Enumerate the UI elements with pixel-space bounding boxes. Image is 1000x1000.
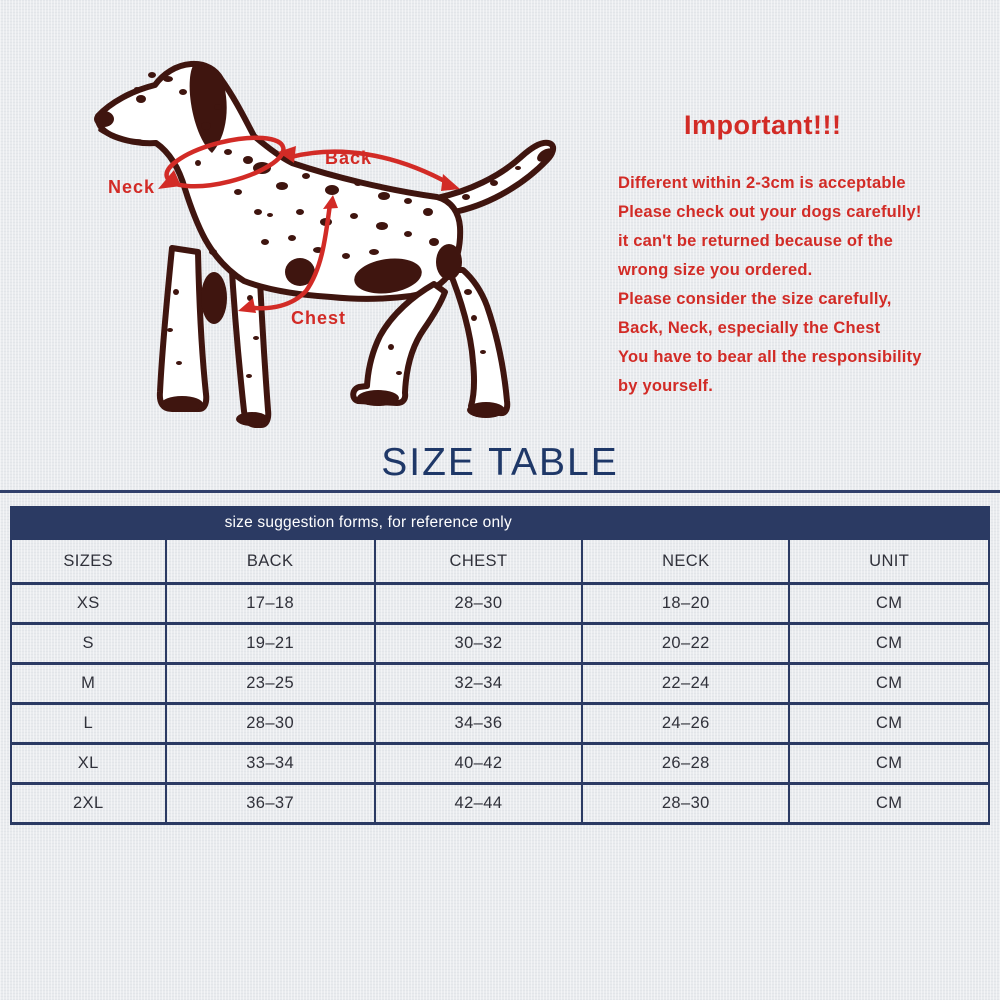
col-header-chest: CHEST <box>375 539 582 584</box>
cell-neck: 22–24 <box>582 664 789 704</box>
cell-unit: CM <box>789 744 989 784</box>
important-line: wrong size you ordered. <box>618 261 813 279</box>
important-line: Back, Neck, especially the Chest <box>618 319 881 337</box>
important-line: it can't be returned because of the <box>618 232 893 250</box>
neck-label: Neck <box>108 177 156 197</box>
col-header-unit: UNIT <box>789 539 989 584</box>
dalmatian-illustration <box>55 48 585 453</box>
cell-chest: 32–34 <box>375 664 582 704</box>
cell-size: M <box>11 664 166 704</box>
cell-size: 2XL <box>11 784 166 824</box>
cell-chest: 30–32 <box>375 624 582 664</box>
cell-back: 28–30 <box>166 704 375 744</box>
cell-back: 17–18 <box>166 584 375 624</box>
table-row <box>11 664 989 704</box>
dog-eye <box>136 95 146 103</box>
cell-back: 23–25 <box>166 664 375 704</box>
cell-chest: 28–30 <box>375 584 582 624</box>
important-line: Different within 2-3cm is acceptable <box>618 174 906 192</box>
cell-back: 19–21 <box>166 624 375 664</box>
table-row <box>11 784 989 824</box>
cell-size: XL <box>11 744 166 784</box>
chest-label: Chest <box>291 308 347 328</box>
dog-nose <box>94 111 114 127</box>
cell-size: L <box>11 704 166 744</box>
cell-size: XS <box>11 584 166 624</box>
cell-neck: 18–20 <box>582 584 789 624</box>
back-label: Back <box>325 148 373 168</box>
important-title: Important!!! <box>684 110 842 140</box>
important-line: by yourself. <box>618 377 714 395</box>
table-row <box>11 744 989 784</box>
title-divider <box>0 490 1000 493</box>
important-line: Please check out your dogs carefully! <box>618 203 922 221</box>
cell-neck: 24–26 <box>582 704 789 744</box>
size-table-title: SIZE TABLE <box>381 441 619 484</box>
dog-tail <box>437 143 553 212</box>
cell-neck: 28–30 <box>582 784 789 824</box>
cell-back: 33–34 <box>166 744 375 784</box>
cell-size: S <box>11 624 166 664</box>
cell-back: 36–37 <box>166 784 375 824</box>
cell-unit: CM <box>789 624 989 664</box>
table-row <box>11 584 989 624</box>
col-header-back: BACK <box>166 539 375 584</box>
important-line: You have to bear all the responsibility <box>618 348 922 366</box>
cell-neck: 26–28 <box>582 744 789 784</box>
cell-neck: 20–22 <box>582 624 789 664</box>
important-line: Please consider the size carefully, <box>618 290 892 308</box>
cell-chest: 34–36 <box>375 704 582 744</box>
cell-unit: CM <box>789 784 989 824</box>
table-header-row <box>11 539 989 584</box>
cell-unit: CM <box>789 584 989 624</box>
cell-unit: CM <box>789 704 989 744</box>
cell-chest: 42–44 <box>375 784 582 824</box>
col-header-neck: NECK <box>582 539 789 584</box>
table-row <box>11 704 989 744</box>
cell-unit: CM <box>789 664 989 704</box>
size-table <box>10 506 990 825</box>
table-caption-row <box>11 508 989 539</box>
cell-chest: 40–42 <box>375 744 582 784</box>
table-row <box>11 624 989 664</box>
col-header-sizes: SIZES <box>11 539 166 584</box>
table-caption: size suggestion forms, for reference only <box>224 514 512 531</box>
important-notice <box>618 110 938 401</box>
